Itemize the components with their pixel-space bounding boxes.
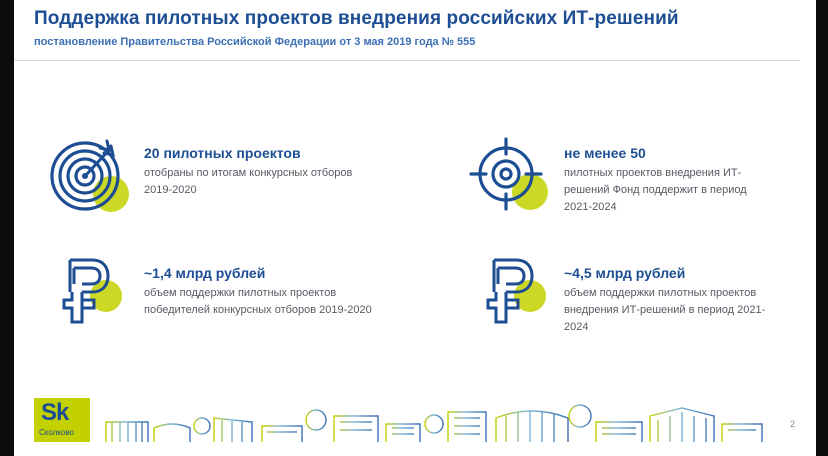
slide-subtitle: постановление Правительства Российской Федерации от 3 мая 2019 года № 555 [34, 36, 476, 48]
divider [14, 60, 800, 61]
stat-heading: не менее 50 [564, 145, 646, 161]
skolkovo-logo [34, 398, 90, 442]
logo-mark: Sk [41, 399, 69, 426]
page-number: 2 [790, 419, 796, 429]
stat-heading: 20 пилотных проектов [144, 145, 301, 161]
stat-description: объем поддержки пилотных проектов победителей конкурсных отборов 2019-2020 [144, 287, 372, 316]
stat-heading: ~4,5 млрд рублей [564, 265, 686, 281]
logo-text: Сколково [39, 428, 74, 437]
city-skyline-illustration [102, 398, 782, 444]
stat-description: пилотных проектов внедрения ИТ-решений Фонд поддержит в период 2021-2024 [564, 167, 747, 213]
stat-item [564, 144, 794, 216]
ruble-icon [58, 256, 128, 326]
stat-description: отобраны по итогам конкурсных отборов 2019-2020 [144, 167, 353, 196]
stat-description: объем поддержки пилотных проектов внедрения ИТ-решений в период 2021-2024 [564, 287, 766, 333]
stat-item [564, 264, 804, 336]
stat-heading: ~1,4 млрд рублей [144, 265, 266, 281]
slide [14, 0, 816, 456]
crosshair-icon [466, 136, 552, 216]
target-arrow-icon [49, 138, 133, 218]
ruble-icon [482, 256, 552, 326]
slide-title: Поддержка пилотных проектов внедрения российских ИТ-решений [34, 8, 679, 29]
stat-item [144, 144, 384, 199]
stat-item [144, 264, 394, 319]
